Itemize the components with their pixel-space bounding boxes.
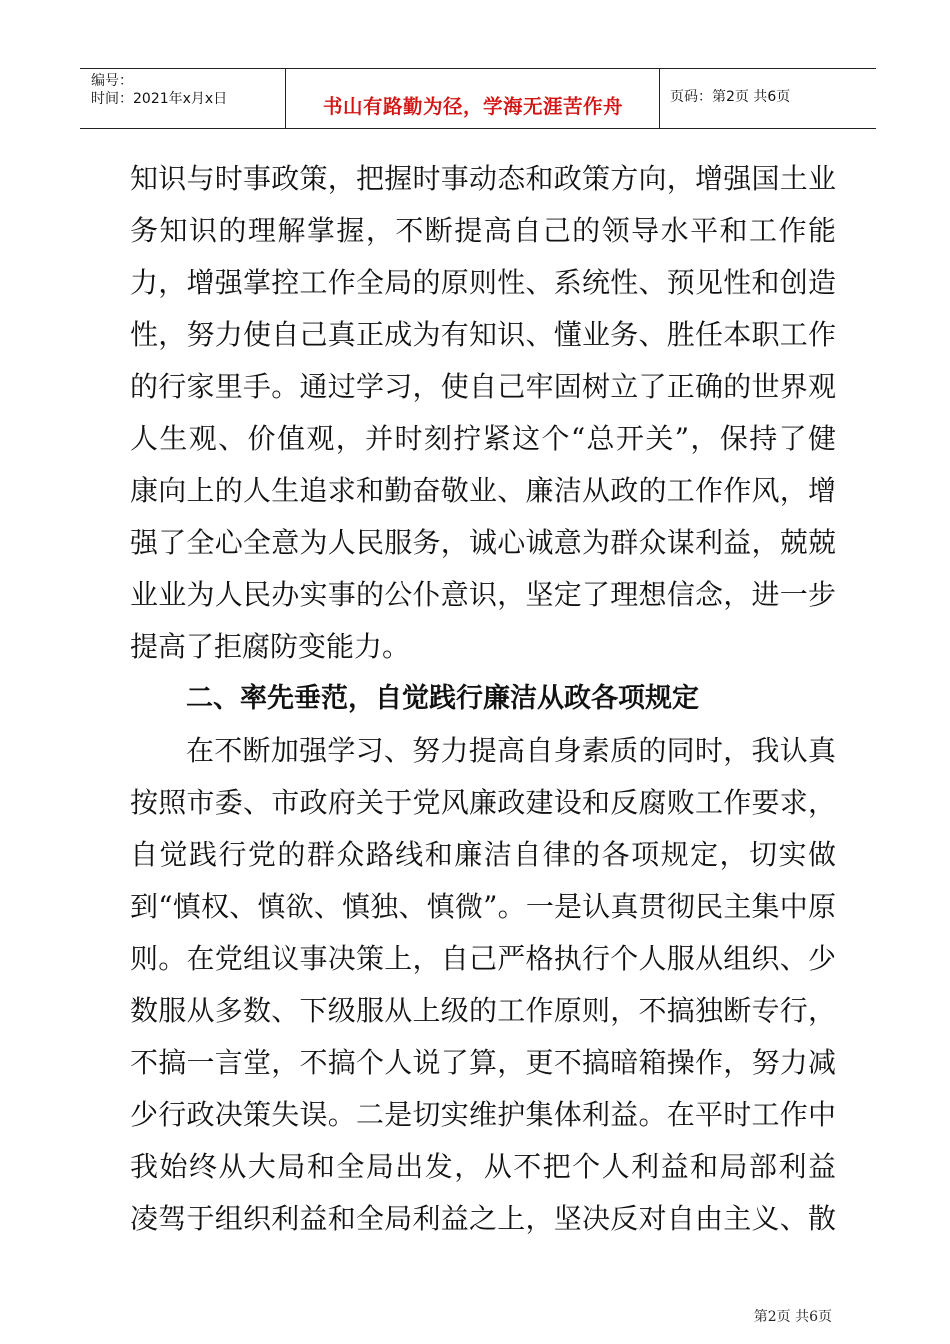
text-line: 务知识的理解掌握，不断提高自己的领导水平和工作能 [130,214,836,247]
header-bottom-rule [80,128,876,129]
text-line: 数服从多数、下级服从上级的工作原则，不搞独断专行， [130,994,836,1027]
text-line: 强了全心全意为人民服务，诚心诚意为群众谋利益，兢兢 [130,526,836,559]
text-line: 按照市委、市政府关于党风廉政建设和反腐败工作要求， [130,786,836,819]
text-line: 力，增强掌控工作全局的原则性、系统性、预见性和创造 [130,266,836,299]
document-body [130,153,836,1245]
text-line: 少行政决策失误。二是切实维护集体利益。在平时工作中 [130,1098,836,1131]
text-line: 自觉践行党的群众路线和廉洁自律的各项规定，切实做 [130,838,836,871]
text-line: 到“慎权、慎欲、慎独、慎微”。一是认真贯彻民主集中原 [130,890,836,923]
text-line: 性，努力使自己真正成为有知识、懂业务、胜任本职工作 [130,318,836,351]
text-line: 在不断加强学习、努力提高自身素质的同时，我认真 [186,734,836,767]
header-motto: 书山有路勤为径，学海无涯苦作舟 [322,95,623,118]
text-line: 知识与时事政策，把握时事动态和政策方向，增强国土业 [130,162,836,195]
page-footer: 第2页 共6页 [753,1309,832,1325]
text-line: 人生观、价值观，并时刻拧紧这个“总开关”，保持了健 [130,422,836,455]
text-line: 我始终从大局和全局出发，从不把个人利益和局部利益 [130,1150,836,1183]
text-line: 不搞一言堂，不搞个人说了算，更不搞暗箱操作，努力减 [130,1046,836,1079]
header-meta [91,72,286,108]
page-header [80,68,876,130]
section-heading: 二、率先垂范，自觉践行廉洁从政各项规定 [186,683,699,714]
text-line: 提高了拒腐防变能力。 [130,630,411,663]
text-line: 康向上的人生追求和勤奋敬业、廉洁从政的工作作风，增 [130,474,836,507]
header-divider [659,68,660,129]
text-line: 凌驾于组织利益和全局利益之上，坚决反对自由主义、散 [130,1202,836,1235]
text-line: 业业为人民办实事的公仆意识，坚定了理想信念，进一步 [130,578,836,611]
header-page-label: 页码：第2页 共6页 [670,89,791,105]
document-time-label: 时间：2021年x月x日 [91,91,228,107]
text-line: 的行家里手。通过学习，使自己牢固树立了正确的世界观 [130,370,836,403]
document-number-label: 编号： [91,73,133,89]
text-line: 则。在党组议事决策上，自己严格执行个人服从组织、少 [130,942,836,975]
